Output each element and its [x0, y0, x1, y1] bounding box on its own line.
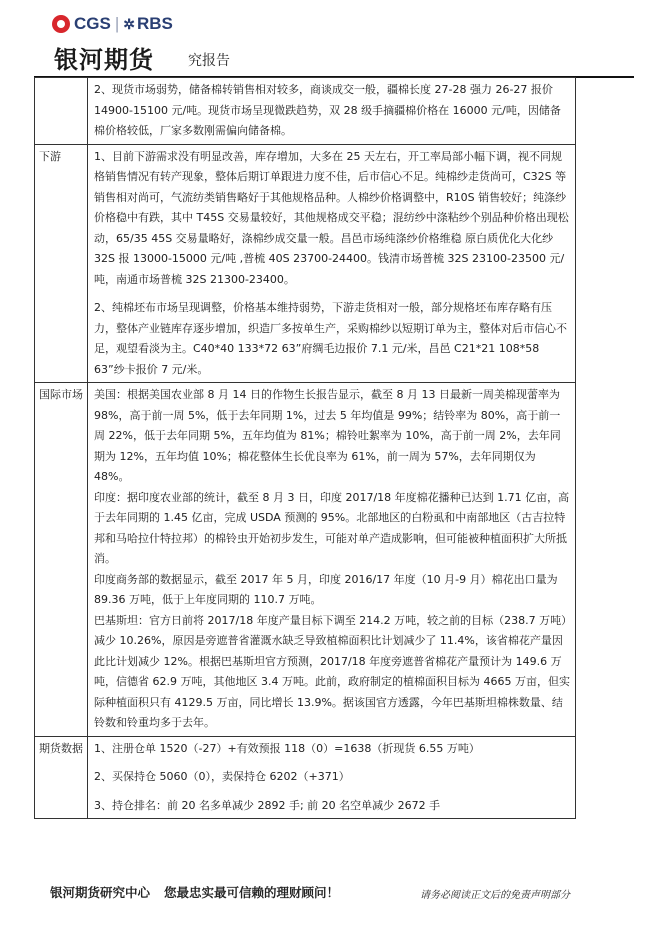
row-label [35, 78, 88, 145]
paragraph: 2、买保持仓 5060（0），卖保持仓 6202（+371） [94, 770, 350, 783]
rbs-logo-icon: ✲ [123, 15, 135, 32]
footer-left [50, 883, 339, 901]
table-row-spot [35, 78, 576, 145]
footer-research-center: 银河期货研究中心 [50, 885, 151, 900]
row-content [88, 736, 576, 819]
paragraph: 1、目前下游需求没有明显改善，库存增加，大多在 25 天左右，开工率局部小幅下调，视不同规格销售情况有转产现象，整体后期订单跟进力度不佳，后市信心不足。纯棉纱走货尚可，C32S 等销售相对尚可，气流纺类销售略好于其他规格品种。人棉纱价格调整中，R10S 销售较好；纯涤纱价格稳中有跌，其中 T45S 交易量较好，其他规格成交平稳；混纺纱中涤粘纱个别品种价格出现松动，65/35 45S 交易量略好，涤棉纱成交量一般。昌邑市场纯涤纱价格维稳 原白质优化大化纱 32S 报 13000-15000 元/吨 ,普梳 40S 23700-24400。钱清市场普梳 32S 23100-23500 元/吨，南通市场普梳 32S 21300-23400。 [94, 149, 569, 286]
report-label: 究报告 [188, 53, 230, 69]
footer-disclaimer: 请务必阅读正文后的免责声明部分 [420, 890, 570, 901]
paragraph: 1、注册仓单 1520（-27）+有效预报 118（0）=1638（折现货 6.55 万吨） [94, 741, 480, 755]
row-label: 国际市场 [35, 383, 88, 737]
paragraph: 印度：据印度农业部的统计，截至 8 月 3 日，印度 2017/18 年度棉花播种已达到 1.71 亿亩，高于去年同期的 1.45 亿亩，完成 USDA 预测的 95%。北部地区的白粉虱和中南部地区（古吉拉特邦和马哈拉什特拉邦）的棉铃虫开始初步发生，可能对单产造成影响，但可能被种植面积扩大所抵消。 [94, 490, 570, 565]
paragraph: 印度商务部的数据显示，截至 2017 年 5 月，印度 2016/17 年度（10 月-9 月）棉花出口量为 89.36 万吨，低于上年度同期的 110.7 万吨。 [94, 572, 558, 606]
logo-cgs-text: CGS [74, 14, 111, 33]
logo-rbs-text: RBS [137, 14, 173, 33]
paragraph: 巴基斯坦：官方日前将 2017/18 年度产量目标下调至 214.2 万吨，较之前的目标（238.7 万吨）减少 10.26%，原因是旁遮普省灌溉水缺乏导致植棉面积比计划减少了 11.4%，该省棉花产量因此比计划减少 12%。根据巴基斯坦官方预测，2017/18 年度旁遮普省棉花产量预计为 149.6 万吨，信德省 62.9 万吨，其他地区 3.4 万吨。此前，政府制定的植棉面积目标为 4665 万亩，但实际种植面积只有 4129.5 万亩，同比增长 13.9%。据该国官方透露，今年巴基斯坦棉株数量、结铃数和铃重均多于去年。 [94, 613, 570, 729]
report-table [34, 77, 576, 819]
table-row-international [35, 383, 576, 737]
company-logo [52, 12, 173, 36]
paragraph: 3、持仓排名：前 20 名多单减少 2892 手; 前 20 名空单减少 2672 手 [94, 798, 441, 812]
paragraph: 2、现货市场弱势，储备棉转销售相对较多，商谈成交一般，疆棉长度 27-28 强力 26-27 报价 14900-15100 元/吨。现货市场呈现微跌趋势，双 28 级手摘疆棉价格在 16000 元/吨，因储备棉价格较低，厂家多数刚需偏向储备棉。 [94, 83, 561, 137]
footer-slogan: 您最忠实最可信赖的理财顾问！ [164, 885, 340, 900]
row-label: 期货数据 [35, 736, 88, 819]
cgs-logo-icon [52, 15, 70, 33]
brand-title: 银河期货 [54, 46, 154, 74]
row-content [88, 383, 576, 737]
paragraph: 2、纯棉坯布市场呈现调整，价格基本维持弱势，下游走货相对一般，部分规格坯布库存略有压力，整体产业链库存逐步增加，织造厂多按单生产，采购棉纱以短期订单为主，整体对后市信心不足，观望看淡为主。C40*40 133*72 63”府绸毛边报价 7.1 元/米，昌邑 C21*21 108*58 63”纱卡报价 7 元/米。 [94, 301, 567, 376]
row-label: 下游 [35, 144, 88, 383]
paragraph: 美国：根据美国农业部 8 月 14 日的作物生长报告显示，截至 8 月 13 日最新一周美棉现蕾率为 98%，高于前一周 5%，低于去年同期 1%，过去 5 年均值是 99%；结铃率为 80%，高于前一周 22%，低于去年同期 5%，五年均值为 81%；棉铃吐絮率为 10%，高于前一周 2%，去年同期为 12%，五年均值 10%；棉花整体生长优良率为 61%，前一周为 57%，去年同期仅为 48%。 [94, 388, 561, 483]
row-content [88, 78, 576, 145]
page-header [0, 0, 662, 80]
table-row-futures [35, 736, 576, 819]
logo-separator: | [114, 14, 120, 33]
table-row-downstream [35, 144, 576, 383]
row-content [88, 144, 576, 383]
